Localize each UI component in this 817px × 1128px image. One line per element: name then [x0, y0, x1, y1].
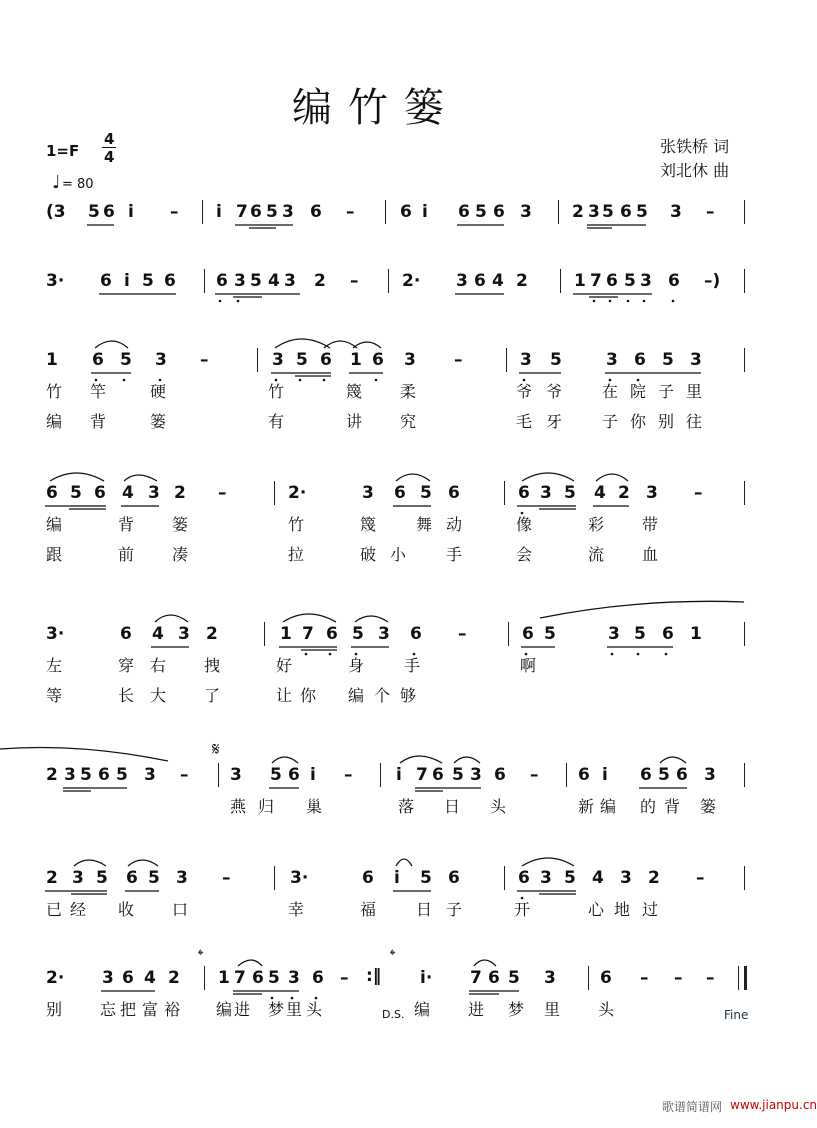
lyric-v2: 子 [602, 412, 619, 431]
lyric-v1: 竹 [46, 382, 63, 401]
lyric-v2: 大 [150, 686, 167, 705]
note: 4 [492, 271, 504, 291]
lyric-v1: 燕 [230, 797, 247, 816]
note: 2 [46, 868, 58, 888]
note: 5 [70, 483, 82, 503]
time-signature-top: 4 [104, 130, 115, 148]
note: 6 [216, 271, 228, 291]
note: 3 [102, 968, 114, 988]
rhythm-underlines [0, 271, 793, 311]
note: i [396, 765, 402, 785]
dash: – [640, 968, 649, 988]
note: 5 [508, 968, 520, 988]
lyric-v1: 新 [578, 797, 595, 816]
note: 5 [296, 350, 308, 370]
note: 3 [470, 765, 482, 785]
coda-sign: 𝄌 [390, 946, 396, 964]
note: 3 [72, 868, 84, 888]
lyric-v1: 篾 [360, 515, 377, 534]
note: 3 [640, 271, 652, 291]
dash: – [218, 483, 227, 503]
note: 6 [288, 765, 300, 785]
lyric-v1: 竹 [268, 382, 285, 401]
lyric-v1: 富 [142, 1000, 159, 1019]
note: 5 [268, 968, 280, 988]
lyric-v1: 身 [348, 656, 365, 675]
note: 6 [640, 765, 652, 785]
note: 3 [64, 765, 76, 785]
lyric-v2: 手 [446, 545, 463, 564]
note: 2· [288, 483, 307, 503]
dash: – [454, 350, 463, 370]
lyric-v2: 破 [360, 545, 377, 564]
note: 6 [120, 624, 132, 644]
lyric-v2: 毛 [516, 412, 533, 431]
lyric-v1: 背 [664, 797, 681, 816]
lyric-v1: 日 [416, 900, 433, 919]
note: 7 [470, 968, 482, 988]
note: 6 [676, 765, 688, 785]
lyric-v1: 已 [46, 900, 63, 919]
note: 3 [272, 350, 284, 370]
note: 6 [103, 202, 115, 222]
lyric-v1: 头 [306, 1000, 323, 1019]
note: 3 [608, 624, 620, 644]
lyric-v2: 牙 [546, 412, 563, 431]
dash: – [706, 202, 715, 222]
note: 3 [544, 968, 556, 988]
note: 6 [320, 350, 332, 370]
note: 7 [590, 271, 602, 291]
note: i [128, 202, 134, 222]
fine-marking: Fine [724, 1008, 749, 1022]
lyric-v1: 里 [286, 1000, 303, 1019]
lyric-v1: 柔 [400, 382, 417, 401]
note: 6 [493, 202, 505, 222]
lyric-v2: 篓 [150, 412, 167, 431]
note: 5 [602, 202, 614, 222]
lyric-v1: 梦 [268, 1000, 285, 1019]
note: 6 [372, 350, 384, 370]
note: 5 [96, 868, 108, 888]
note: 3 [378, 624, 390, 644]
rhythm-underlines [0, 968, 793, 1008]
lyric-v1: 别 [46, 1000, 63, 1019]
lyric-v1: 归 [258, 797, 275, 816]
note: i· [420, 968, 433, 988]
note: 1 [46, 350, 58, 370]
lyric-v2: 别 [658, 412, 675, 431]
lyric-v1: 进 [234, 1000, 251, 1019]
dash: – [350, 271, 359, 291]
note: 5 [624, 271, 636, 291]
lyric-v2: 拉 [288, 545, 305, 564]
note: 7 [234, 968, 246, 988]
lyric-v1: 像 [516, 515, 533, 534]
lyric-v1: 在 [602, 382, 619, 401]
lyric-v1: 编 [414, 1000, 431, 1019]
lyric-v1: 把 [120, 1000, 137, 1019]
lyric-v1: 右 [150, 656, 167, 675]
lyric-v1: 编 [216, 1000, 233, 1019]
note: 3 [540, 868, 552, 888]
dash: – [222, 868, 231, 888]
lyric-v1: 编 [600, 797, 617, 816]
lyric-v1: 子 [658, 382, 675, 401]
coda-sign: 𝄌 [198, 946, 204, 964]
note: 6 [310, 202, 322, 222]
rhythm-underlines [0, 350, 793, 390]
lyric-v1: 福 [360, 900, 377, 919]
note: 1 [218, 968, 230, 988]
dash: – [674, 968, 683, 988]
note: 7 [236, 202, 248, 222]
note: 6 [474, 271, 486, 291]
note: 3· [290, 868, 309, 888]
note: 5 [564, 868, 576, 888]
lyric-v1: 动 [446, 515, 463, 534]
note: 7 [416, 765, 428, 785]
dash: –) [704, 271, 721, 291]
dash: – [706, 968, 715, 988]
lyric-v2: 够 [400, 686, 417, 705]
note: 6 [394, 483, 406, 503]
note: 6 [92, 350, 104, 370]
lyric-v1: 竹 [288, 515, 305, 534]
note: 2 [572, 202, 584, 222]
note: 1 [280, 624, 292, 644]
lyric-v1: 过 [642, 900, 659, 919]
lyric-v1: 爷 [546, 382, 563, 401]
note: 6 [410, 624, 422, 644]
note: 6 [164, 271, 176, 291]
note: i [124, 271, 130, 291]
segno-sign: 𝄋 [212, 739, 220, 760]
dash: – [344, 765, 353, 785]
score-line-4 [0, 483, 793, 643]
lyric-v1: 日 [444, 797, 461, 816]
lyric-v2: 会 [516, 545, 533, 564]
note: 2· [402, 271, 421, 291]
lyric-v1: 里 [686, 382, 703, 401]
note: 6 [100, 271, 112, 291]
key-signature: 1=F [46, 142, 80, 160]
lyric-v1: 爷 [516, 382, 533, 401]
lyric-v2: 编 [46, 412, 63, 431]
note: i [310, 765, 316, 785]
note: 6 [494, 765, 506, 785]
note: 5 [88, 202, 100, 222]
lyric-v1: 心 [588, 900, 605, 919]
note: 2 [46, 765, 58, 785]
note: 3 [404, 350, 416, 370]
note: i [216, 202, 222, 222]
lyric-v2: 你 [630, 412, 647, 431]
note: 3 [646, 483, 658, 503]
lyric-v1: 舞 [416, 515, 433, 534]
note: 6 [600, 968, 612, 988]
note: 4 [268, 271, 280, 291]
time-signature-bottom: 4 [104, 148, 115, 166]
note: 6 [620, 202, 632, 222]
lyric-v2: 究 [400, 412, 417, 431]
lyric-v1: 里 [544, 1000, 561, 1019]
note: (3 [46, 202, 66, 222]
lyric-v2: 你 [300, 686, 317, 705]
note: 2 [648, 868, 660, 888]
note: 6 [634, 350, 646, 370]
dash: – [458, 624, 467, 644]
lyric-v1: 收 [118, 900, 135, 919]
note: 3 [520, 350, 532, 370]
note: 6 [432, 765, 444, 785]
lyric-v1: 口 [172, 900, 189, 919]
watermark-url: www.jianpu.cn [730, 1098, 817, 1112]
note: 6 [126, 868, 138, 888]
lyric-v1: 彩 [588, 515, 605, 534]
note: 6 [326, 624, 338, 644]
note: 2 [174, 483, 186, 503]
note: 3 [690, 350, 702, 370]
note: 1 [574, 271, 586, 291]
dash: – [696, 868, 705, 888]
note: 3 [284, 271, 296, 291]
lyric-v1: 院 [630, 382, 647, 401]
lyric-v2: 往 [686, 412, 703, 431]
dash: – [180, 765, 189, 785]
note: 2 [516, 271, 528, 291]
note: 3 [704, 765, 716, 785]
note: 7 [302, 624, 314, 644]
lyric-v1: 头 [598, 1000, 615, 1019]
note: 2 [168, 968, 180, 988]
note: 6 [448, 483, 460, 503]
note: 5 [634, 624, 646, 644]
note: 5 [662, 350, 674, 370]
lyric-v2: 血 [642, 545, 659, 564]
note: 3· [46, 271, 65, 291]
note: 3 [155, 350, 167, 370]
quarter-note-icon: ♩ [52, 172, 61, 193]
note: 2 [314, 271, 326, 291]
note: 6 [578, 765, 590, 785]
lyric-v1: 地 [614, 900, 631, 919]
note: 3 [230, 765, 242, 785]
note: 6 [488, 968, 500, 988]
note: 5 [270, 765, 282, 785]
note: 6 [122, 968, 134, 988]
note: 6 [250, 202, 262, 222]
note: 6 [98, 765, 110, 785]
note: 5 [148, 868, 160, 888]
lyric-v1: 竿 [90, 382, 107, 401]
lyric-v1: 巢 [306, 797, 323, 816]
note: 3 [176, 868, 188, 888]
lyricist-credit: 张铁桥 词 [660, 137, 730, 156]
lyric-v1: 忘 [100, 1000, 117, 1019]
lyric-v1: 篓 [700, 797, 717, 816]
note: 5 [266, 202, 278, 222]
note: 5 [658, 765, 670, 785]
note: 4 [592, 868, 604, 888]
note: 6 [518, 868, 530, 888]
lyric-v1: 啊 [520, 656, 537, 675]
lyric-v2: 长 [118, 686, 135, 705]
note: 4 [122, 483, 134, 503]
lyric-v1: 头 [490, 797, 507, 816]
note: 2 [618, 483, 630, 503]
note: 6 [94, 483, 106, 503]
lyric-v1: 穿 [118, 656, 135, 675]
note: 5 [116, 765, 128, 785]
lyric-v1: 带 [642, 515, 659, 534]
lyric-v2: 背 [90, 412, 107, 431]
lyric-v1: 进 [468, 1000, 485, 1019]
note: 3 [588, 202, 600, 222]
lyric-v2: 编 [348, 686, 365, 705]
note: 1 [350, 350, 362, 370]
lyric-v1: 的 [640, 797, 657, 816]
lyric-v1: 落 [398, 797, 415, 816]
note: i [394, 868, 400, 888]
note: 5 [250, 271, 262, 291]
note: 3· [46, 624, 65, 644]
note: 4 [152, 624, 164, 644]
dash: – [346, 202, 355, 222]
note: 3 [234, 271, 246, 291]
note: 3 [148, 483, 160, 503]
lyric-v1: 篾 [346, 382, 363, 401]
lyric-v1: 篓 [172, 515, 189, 534]
note: 2· [46, 968, 65, 988]
lyric-v2: 小 [390, 545, 407, 564]
note: 4 [594, 483, 606, 503]
note: 6 [312, 968, 324, 988]
note: 5 [475, 202, 487, 222]
lyric-v2: 让 [276, 686, 293, 705]
dash: – [170, 202, 179, 222]
lyric-v1: 幸 [288, 900, 305, 919]
note: 5 [564, 483, 576, 503]
lyric-v2: 个 [374, 686, 391, 705]
lyric-v1: 经 [70, 900, 87, 919]
lyric-v1: 子 [446, 900, 463, 919]
note: 3 [540, 483, 552, 503]
lyric-v2: 跟 [46, 545, 63, 564]
score-line-5 [0, 624, 793, 784]
note: 6 [606, 271, 618, 291]
note: 3 [520, 202, 532, 222]
note: 3 [620, 868, 632, 888]
note: 1 [690, 624, 702, 644]
note: 5 [142, 271, 154, 291]
note: 4 [144, 968, 156, 988]
note: 5 [544, 624, 556, 644]
lyric-v1: 手 [404, 656, 421, 675]
note: 5 [120, 350, 132, 370]
note: 3 [178, 624, 190, 644]
dash: – [694, 483, 703, 503]
lyric-v2: 流 [588, 545, 605, 564]
note: 3 [456, 271, 468, 291]
dash: – [200, 350, 209, 370]
tempo-marking: = 80 [62, 177, 94, 192]
note: 5 [420, 483, 432, 503]
note: 6 [662, 624, 674, 644]
lyric-v1: 硬 [150, 382, 167, 401]
note: 6 [252, 968, 264, 988]
note: 6 [458, 202, 470, 222]
lyric-v2: 有 [268, 412, 285, 431]
note: 3 [362, 483, 374, 503]
lyric-v1: 拽 [204, 656, 221, 675]
note: 5 [420, 868, 432, 888]
lyric-v2: 了 [204, 686, 221, 705]
watermark: 歌谱简谱网 [662, 1100, 723, 1114]
note: 3 [670, 202, 682, 222]
lyric-v1: 开 [514, 900, 531, 919]
lyric-v2: 凑 [172, 545, 189, 564]
note: 3 [144, 765, 156, 785]
lyric-v1: 裕 [164, 1000, 181, 1019]
note: 3 [282, 202, 294, 222]
lyric-v1: 编 [46, 515, 63, 534]
dash: – [530, 765, 539, 785]
note: 6 [518, 483, 530, 503]
ds-marking: D.S. [382, 1008, 405, 1021]
note: 6 [668, 271, 680, 291]
note: 2 [206, 624, 218, 644]
note: i [602, 765, 608, 785]
lyric-v1: 好 [276, 656, 293, 675]
note: 6 [400, 202, 412, 222]
lyric-v2: 讲 [346, 412, 363, 431]
note: 5 [352, 624, 364, 644]
composer-credit: 刘北休 曲 [660, 161, 730, 180]
note: 5 [550, 350, 562, 370]
lyric-v2: 等 [46, 686, 63, 705]
lyric-v1: 梦 [508, 1000, 525, 1019]
note: 6 [448, 868, 460, 888]
note: 5 [452, 765, 464, 785]
note: 6 [522, 624, 534, 644]
note: 6 [46, 483, 58, 503]
note: 3 [606, 350, 618, 370]
rhythm-underlines [0, 202, 793, 242]
dash: – [340, 968, 349, 988]
lyric-v2: 前 [118, 545, 135, 564]
note: 6 [362, 868, 374, 888]
lyric-v1: 左 [46, 656, 63, 675]
note: 3 [288, 968, 300, 988]
repeat-end-sign: :‖ [366, 966, 382, 986]
song-title: 编竹篓 [292, 85, 460, 131]
lyric-v1: 背 [118, 515, 135, 534]
note: i [422, 202, 428, 222]
note: 5 [636, 202, 648, 222]
note: 5 [80, 765, 92, 785]
